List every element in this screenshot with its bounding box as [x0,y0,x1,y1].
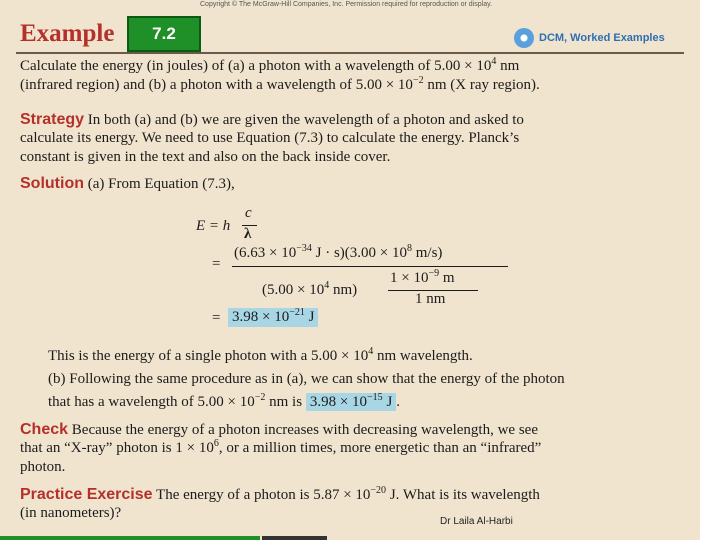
equals-sign: = [212,256,221,272]
exponent: −20 [370,485,387,496]
problem-text: Calculate the energy (in joules) of (a) a photon with a wavelength of 5.00 × 10 [20,58,492,74]
exponent: 6 [213,438,219,449]
result-b-highlight [306,393,396,411]
author-footer: Dr Laila Al-Harbi [440,516,513,527]
exponent: −2 [412,75,424,86]
fraction-bar [232,266,508,267]
exponent: −15 [367,392,383,403]
check-text: Because the energy of a photon increases with decreasing wavelength, we see [68,422,538,438]
explanation-text: This is the energy of a single photon with a 5.00 × 10 [48,348,369,364]
header-divider [16,52,684,54]
strategy-line-3: constant is given in the text and also on the back inside cover. [20,149,391,165]
exponent: 4 [324,280,330,291]
denominator-text: nm) [329,282,358,298]
check-heading: Check [20,421,69,438]
exponent: −34 [296,243,312,254]
example-number-badge: 7.2 [127,16,201,52]
numerator-text: m/s) [411,245,443,261]
explanation-text: nm is [265,394,306,410]
conversion-text: 1 × 10 [390,270,429,286]
problem-text: nm (X ray region). [423,77,540,93]
strategy-heading: Strategy [20,111,85,128]
equation-c: c [245,205,252,221]
exponent: 4 [368,346,374,357]
explanation-line-3 [48,393,400,412]
conversion-numerator [390,270,455,287]
conversion-denominator: 1 nm [415,291,446,307]
result-a-highlight [228,308,318,327]
brand-label: DCM, Worked Examples [539,32,665,44]
practice-line-1 [20,485,540,505]
check-text: that an “X-ray” photon is 1 × 10 [20,440,214,456]
exponent: −9 [428,268,440,279]
numerator [234,245,442,262]
equation-lambda: λ [244,226,252,242]
strategy-text: In both (a) and (b) we are given the wavelength of a photon and asked to [84,112,524,128]
footer-accent-bar [262,536,327,540]
explanation-line-2: (b) Following the same procedure as in (a), we can show that the energy of the photon [48,371,565,387]
problem-text: (infrared region) and (b) a photon with a wavelength of 5.00 × 10 [20,77,413,93]
equals-sign: = [212,310,221,326]
explanation-text: nm wavelength. [373,348,473,364]
solution-heading: Solution [20,175,84,192]
equation-lhs: E = h [196,218,231,234]
footer-accent-bar [0,536,260,540]
problem-line-1 [20,57,519,76]
exponent: 8 [406,243,412,254]
result-unit: J [304,309,315,325]
explanation-text: . [396,394,401,410]
numerator-text: J · s)(3.00 × 10 [311,245,407,261]
solution-line [20,174,235,194]
conversion-text: m [439,270,455,286]
example-title: Example [20,20,115,47]
exponent: 4 [491,56,497,67]
check-line-3: photon. [20,459,66,475]
practice-line-2: (in nanometers)? [20,505,122,521]
practice-heading: Practice Exercise [20,486,153,503]
explanation-text: that has a wavelength of 5.00 × 10 [48,394,255,410]
strategy-line-1 [20,110,524,130]
strategy-line-2: calculate its energy. We need to use Equation (7.3) to calculate the energy. Planck’s [20,130,520,146]
brand-logo [514,28,665,48]
result-text: 3.98 × 10 [309,394,368,410]
result-unit: J [382,394,393,410]
solution-text: (a) From Equation (7.3), [83,176,235,192]
cd-disc-icon [514,28,534,48]
practice-text: The energy of a photon is 5.87 × 10 [152,487,371,503]
practice-text: J. What is its wavelength [386,487,540,503]
check-line-1 [20,420,538,440]
check-line-2 [20,439,541,458]
denominator-text: (5.00 × 10 [262,282,325,298]
page-margin [700,0,720,540]
numerator-text: (6.63 × 10 [234,245,297,261]
check-text: , or a million times, more energetic than an “infrared” [218,440,542,456]
copyright-notice: Copyright © The McGraw-Hill Companies, Inc. Permission required for reproduction or display. [200,1,493,8]
result-text: 3.98 × 10 [232,309,290,325]
exponent: −21 [289,307,305,318]
exponent: −2 [254,392,266,403]
problem-line-2 [20,76,540,95]
explanation-line-1 [48,347,473,366]
problem-text: nm [496,58,520,74]
denominator [262,282,357,299]
